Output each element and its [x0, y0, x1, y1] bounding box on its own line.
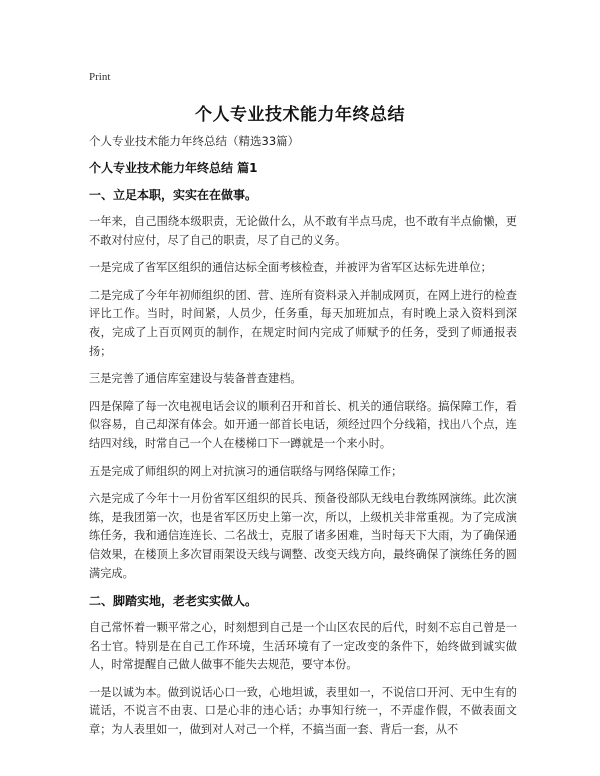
paragraph: 六是完成了今年十一月份省军区组织的民兵、预备役部队无线电台教练网演练。此次演练，是我团第一次，也是省军区历史上第一次，所以，上级机关非常重视。为了完成演练任务，我和通信连连长、二名战士，克服了诸多困难，当时每天下大雨，为了确保通信效果，在楼顶上多次冒雨架设天线与调整、改变天线方向，最终确保了演练任务的圆满完成。: [89, 492, 517, 580]
document-subtitle: 个人专业技术能力年终总结（精选33篇）: [89, 134, 300, 148]
section-heading-1: 一、立足本职，实实在在做事。: [89, 188, 258, 202]
paragraph: 一是完成了省军区组织的通信达标全面考核检查，并被评为省军区达标先进单位；: [89, 261, 492, 275]
paragraph: 四是保障了每一次电视电话会议的顺利召开和首长、机关的通信联络。搞保障工作，看似容易，自己却深有体会。如开通一部首长电话，须经过四个分线箱，找出八个点，连结四对线，时常自己一个人在楼梯口下一蹲就是一个来小时。: [89, 399, 517, 450]
print-link[interactable]: Print: [89, 71, 111, 83]
paragraph: 自己常怀着一颗平常之心，时刻想到自己是一个山区农民的后代，时刻不忘自己曾是一名士官。特别是在自己工作环境，生活环境有了一定改变的条件下，始终做到诚实做人，时常提醒自己做人做事不能失去规范，要守本份。: [89, 621, 517, 672]
paragraph: 一年来，自己围绕本级职责，无论做什么，从不敢有半点马虎，也不敢有半点偷懒，更不敢对付应付，尽了自己的职责，尽了自己的义务。: [89, 215, 517, 247]
document-title: 个人专业技术能力年终总结: [195, 105, 405, 125]
paragraph: 二是完成了今年年初师组织的团、营、连所有资料录入并制成网页，在网上进行的检查评比工作。当时，时间紧，人员少，任务重，每天加班加点，有时晚上录入资料到深夜，完成了上百页网页的制作，在规定时间内完成了师赋予的任务，受到了师通报表扬；: [89, 288, 517, 358]
paragraph: 一是以诚为本。做到说话心口一致，心地坦诚，表里如一，不说信口开河、无中生有的谎话，不说言不由衷、口是心非的违心话；办事知行统一，不弄虚作假，不做表面文章；为人表里如一，做到对人对己一个样，不搞当面一套、背后一套，从不: [89, 685, 517, 737]
paragraph: 五是完成了师组织的网上对抗演习的通信联络与网络保障工作；: [89, 464, 403, 478]
paragraph: 三是完善了通信库室建设与装备普查建档。: [89, 372, 302, 386]
document-body: [89, 132, 517, 749]
article-heading: 个人专业技术能力年终总结 篇1: [89, 161, 258, 175]
section-heading-2: 二、脚踏实地，老老实实做人。: [89, 594, 258, 609]
